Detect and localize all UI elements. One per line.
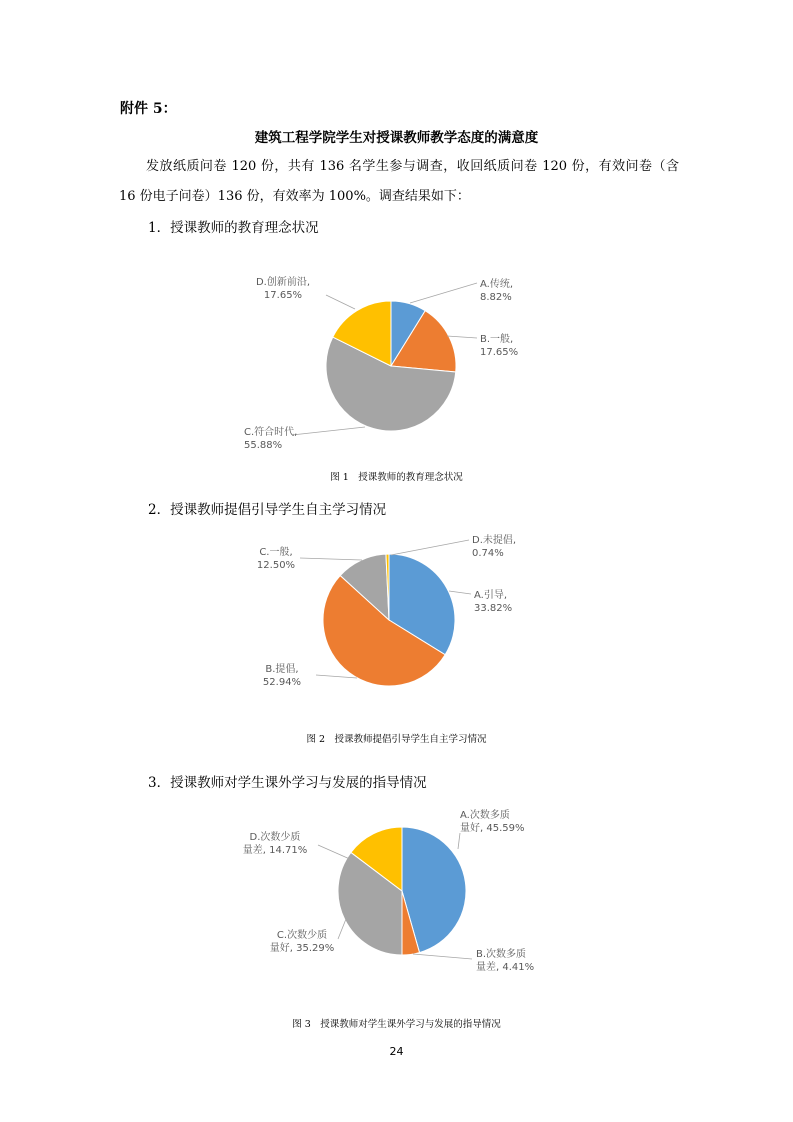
slice-label: 52.94% [262,677,302,688]
slice-label: 量差, 14.71% [242,845,308,856]
section-heading-3: 3．授课教师对学生课外学习与发展的指导情况 [148,775,427,791]
section-heading-1: 1．授课教师的教育理念状况 [148,220,319,236]
slice-label: 8.82% [480,292,512,303]
leader-line [318,845,352,860]
leader-line [413,954,472,959]
slice-label: 量差, 4.41% [476,962,535,973]
document-title: 建筑工程学院学生对授课教师教学态度的满意度 [254,130,539,146]
slice-label: D.未提倡, [472,535,517,546]
attachment-label: 附件 5： [120,101,177,117]
leader-line [391,540,469,555]
slice-label: 量好, 35.29% [269,943,335,954]
slice-label: 0.74% [472,548,504,559]
pie-chart-1 [0,265,793,465]
section-heading-2: 2．授课教师提倡引导学生自主学习情况 [148,502,387,518]
leader-line [447,336,477,338]
slice-label: 12.50% [256,560,296,571]
leader-line [449,591,471,594]
intro-paragraph: 发放纸质问卷 120 份，共有 136 名学生参与调查，收回纸质问卷 120 份，有效问卷（含 16 份电子问卷）136 份，有效率为 100%。调查结果如下： [119,159,679,204]
figure-caption-3: 图 3 授课教师对学生课外学习与发展的指导情况 [292,1019,501,1030]
pie-chart-2 [0,530,793,700]
slice-label: B.提倡, [265,664,299,675]
slice-label: D.创新前沿, [255,277,311,288]
slice-label: 17.65% [480,347,519,358]
slice-label: 量好, 45.59% [460,823,525,834]
slice-label: 33.82% [474,603,513,614]
slice-label: B.一般, [480,334,514,345]
slice-label: 17.65% [263,290,303,301]
slice-label: C.次数少质 [276,930,328,941]
leader-line [292,427,365,435]
leader-line [458,833,460,849]
slice-label: A.传统, [480,279,514,290]
slice-label: A.引导, [474,590,508,601]
slice-label: B.次数多质 [476,949,527,960]
slice-label: C.一般, [259,547,293,558]
page-number: 24 [389,1045,404,1058]
leader-line [410,283,477,303]
slice-label: D.次数少质 [249,832,301,843]
pie-chart-3 [0,805,793,985]
leader-line [338,919,346,939]
leader-line [316,675,357,678]
leader-line [326,295,355,309]
figure-caption-1: 图 1 授课教师的教育理念状况 [330,472,463,483]
slice-label: 55.88% [244,440,283,451]
leader-line [300,558,362,560]
slice-label: A.次数多质 [460,810,510,821]
slice-label: C.符合时代, [244,427,298,438]
figure-caption-2: 图 2 授课教师提倡引导学生自主学习情况 [306,734,487,745]
